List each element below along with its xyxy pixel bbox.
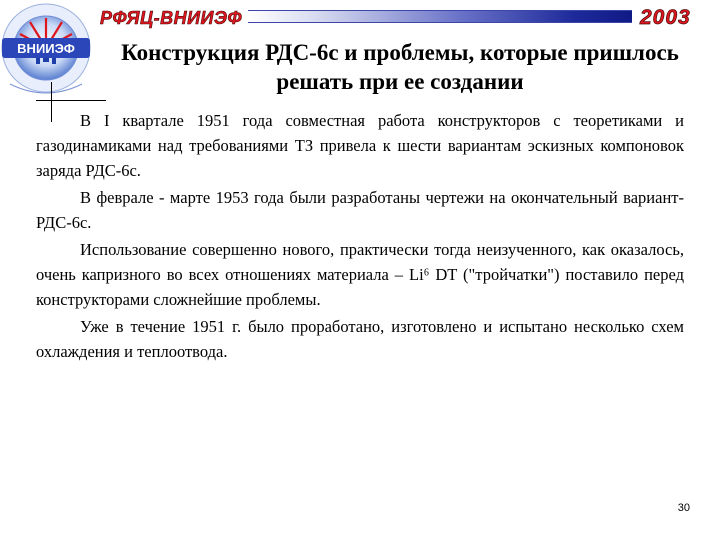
paragraph: Уже в течение 1951 г. было проработано, изготовлено и испытано несколько схем охлаждения и теплоотвода. — [36, 317, 684, 361]
slide-title: Конструкция РДС-6с и проблемы, которые пришлось решать при ее создании — [121, 40, 679, 94]
slide-body — [36, 108, 684, 366]
page-number: 30 — [677, 502, 690, 514]
vniief-logo — [0, 0, 96, 108]
banner-institution-name: РФЯЦ-ВНИИЭФ — [100, 8, 242, 28]
vniief-logo-emblem — [0, 0, 96, 108]
banner-year: 2003 — [640, 6, 691, 29]
svg-text:ВНИИЭФ: ВНИИЭФ — [17, 41, 75, 56]
banner-gradient-bar — [248, 10, 632, 23]
paragraph: Использование совершенно нового, практически тогда неизученного, как оказалось, очень капризного во всех отношениях материала – Li⁶ DT ("тройчатки") поставило перед конструкторами сложнейшие проблемы. — [36, 240, 684, 309]
decorative-line-horizontal — [36, 100, 106, 101]
paragraph: В I квартале 1951 года совместная работа конструкторов с теоретиками и газодинамиками над требованиями ТЗ привела к шести вариантам эскизных компоновок заряда РДС-6с. — [36, 111, 684, 180]
paragraph: В феврале - марте 1953 года были разработаны чертежи на окончательный вариант- РДС-6с. — [36, 188, 684, 232]
